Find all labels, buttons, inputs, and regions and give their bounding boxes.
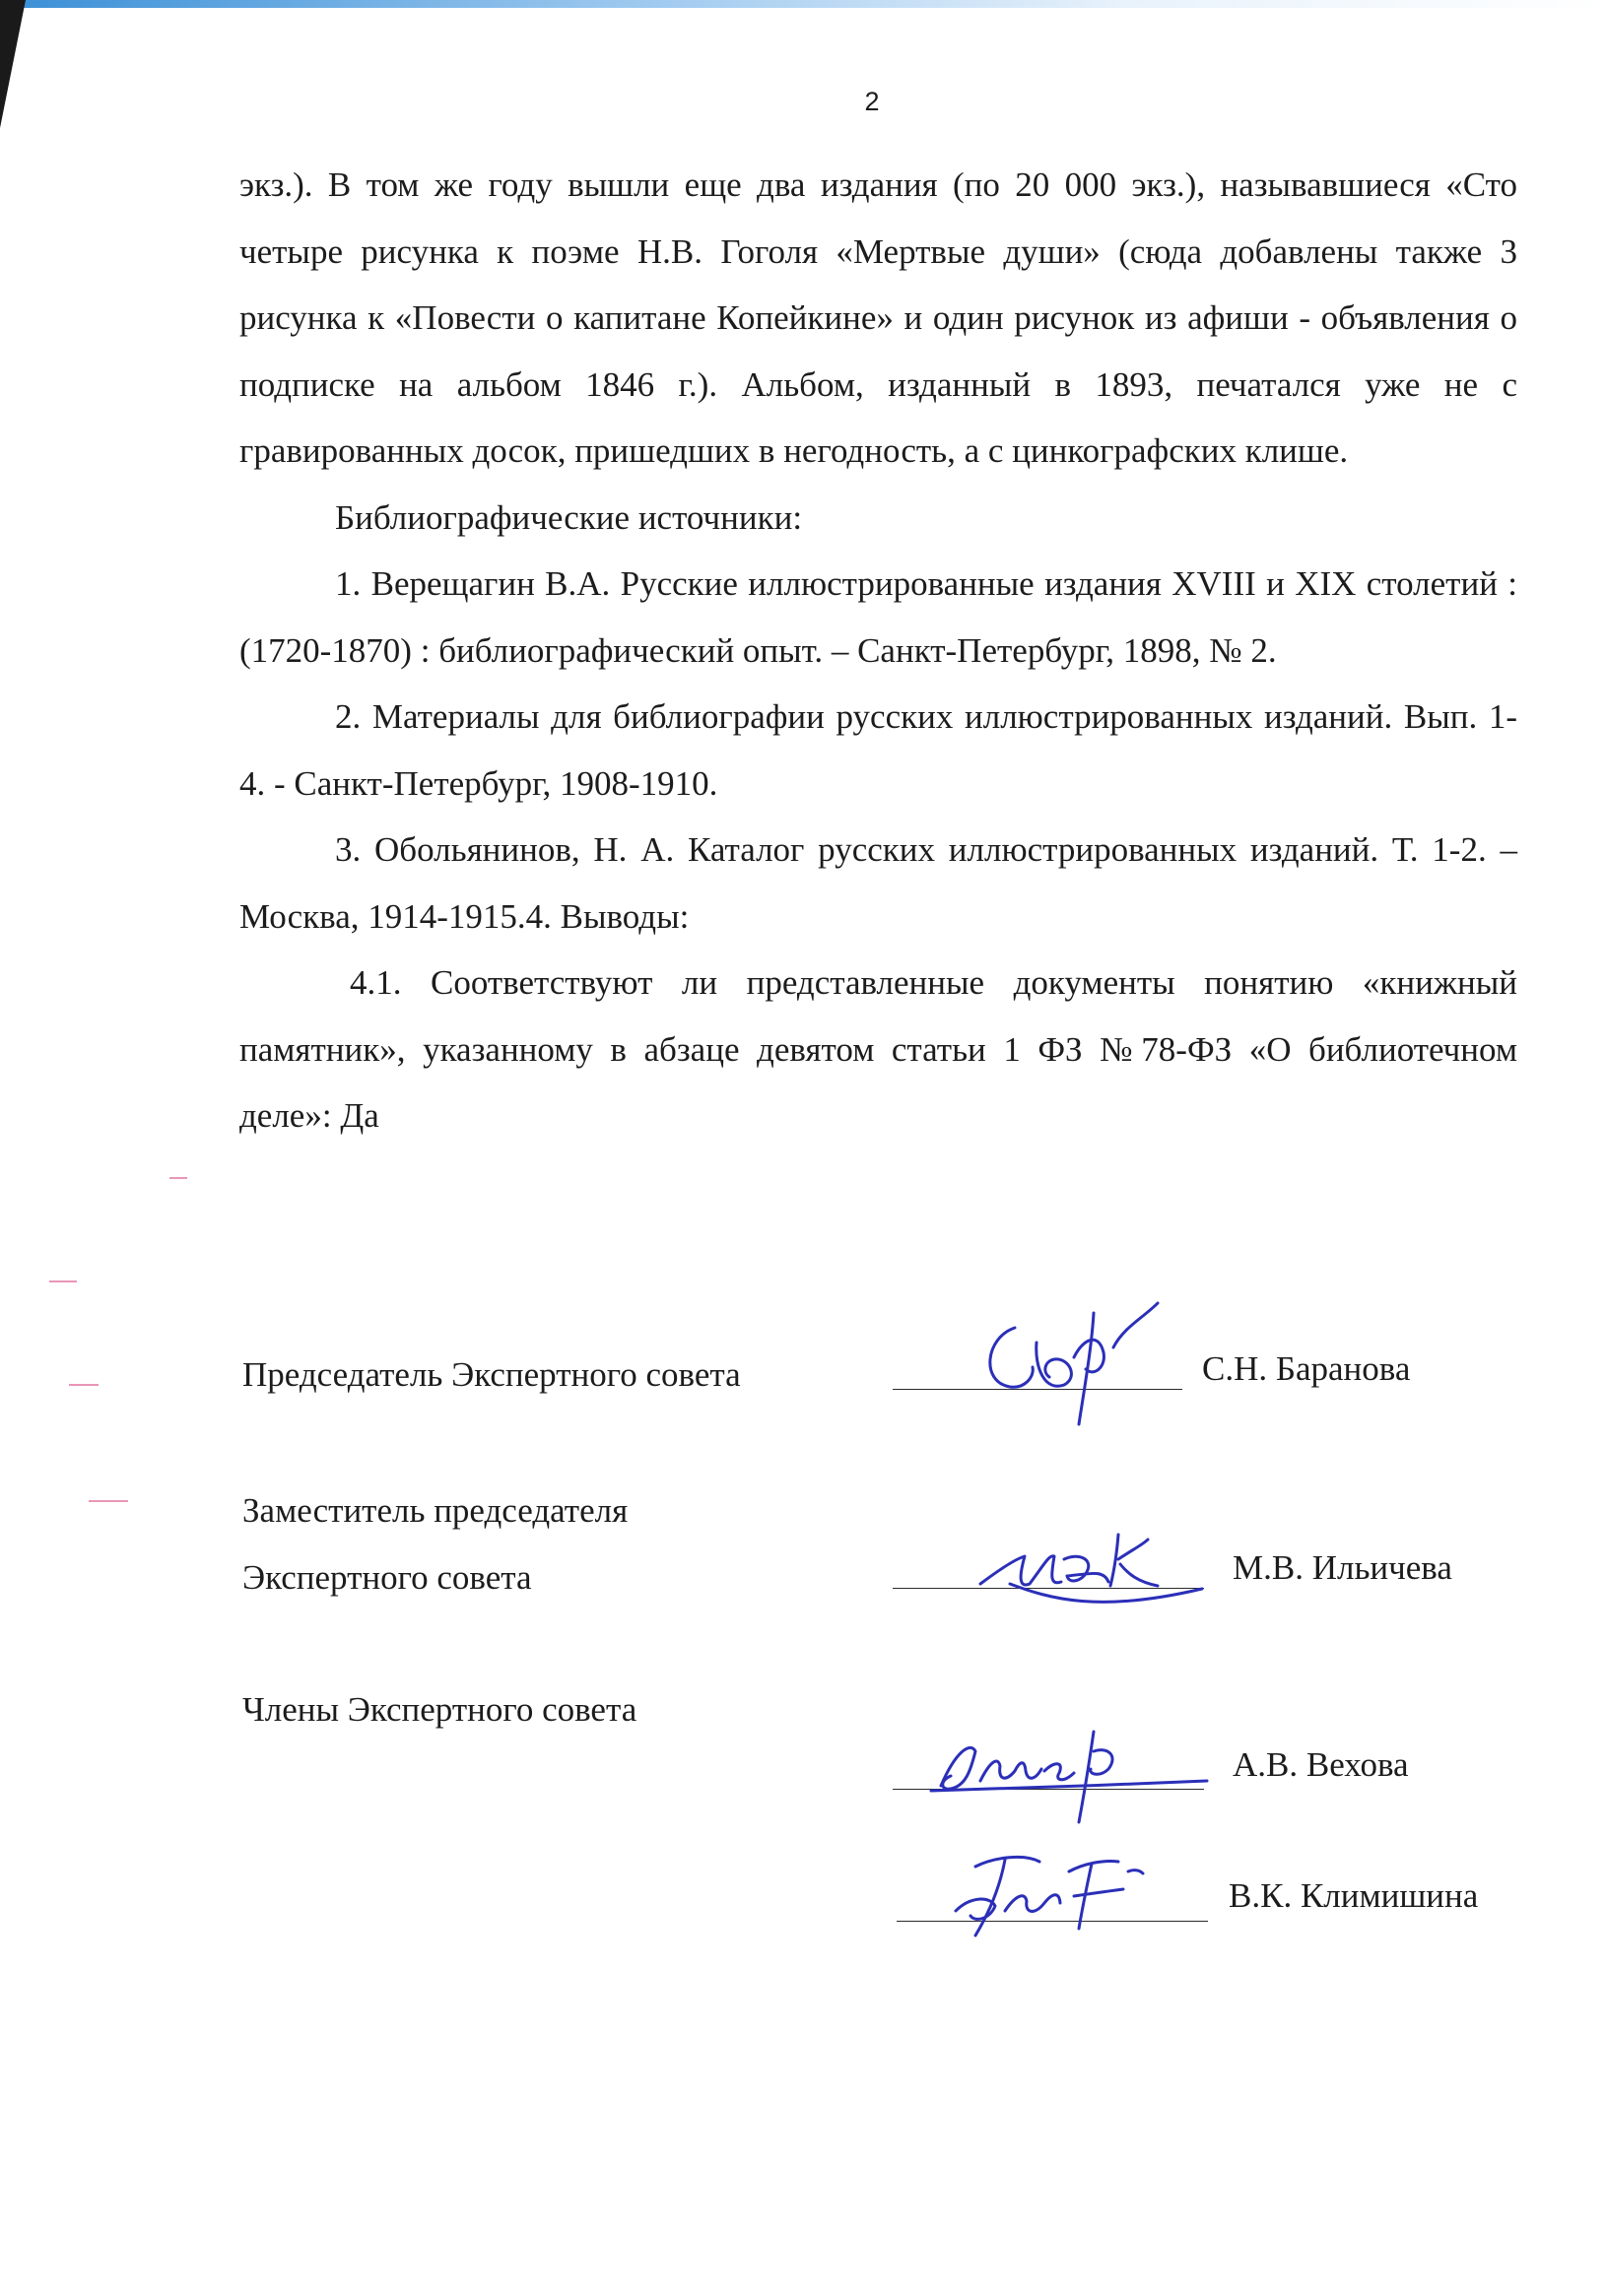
- paragraph-source-2: 2. Материалы для библиографии русских иллюстрированных изданий. Вып. 1-4. - Санкт-Петербург, 1908-1910.: [239, 697, 1517, 803]
- member2-name: В.К. Климишина: [1229, 1876, 1479, 1915]
- paragraph-source-1: 1. Верещагин В.А. Русские иллюстрированные издания XVIII и XIX столетий : (1720-1870) : библиографический опыт. – Санкт-Петербург, 1898, № 2.: [239, 564, 1517, 670]
- chair-title: Председатель Экспертного совета: [242, 1355, 741, 1394]
- page-number: 2: [864, 87, 880, 116]
- paragraph-edition-info: экз.). В том же году вышли еще два издания (по 20 000 экз.), называвшиеся «Сто четыре рисунка к поэме Н.В. Гоголя «Мертвые души» (сюда добавлены также 3 рисунка к «Повести о капитане Копейкине» и один рисунок из афиши - объявления о подписке на альбом 1846 г.). Альбом, изданный в 1893, печатался уже не с гравированных досок, пришедших в негодность, а с цинкографских клише.: [239, 165, 1517, 470]
- paragraph-sources-heading: Библиографические источники:: [335, 497, 803, 537]
- scan-edge-top: [0, 0, 1606, 8]
- chair-name: С.Н. Баранова: [1202, 1349, 1411, 1388]
- deputy-title-line2: Экспертного совета: [242, 1558, 532, 1597]
- scan-edge-left: [0, 0, 26, 128]
- member1-name: А.В. Вехова: [1233, 1745, 1409, 1784]
- paragraph-source-3: 3. Обольянинов, Н. А. Каталог русских иллюстрированных изданий. Т. 1-2. – Москва, 1914-1915.4. Выводы:: [239, 830, 1517, 936]
- scan-mark: [89, 1500, 128, 1502]
- scan-mark: [49, 1280, 77, 1282]
- members-title: Члены Экспертного совета: [242, 1690, 637, 1729]
- deputy-title-line1: Заместитель председателя: [242, 1491, 629, 1530]
- scan-mark: [69, 1384, 99, 1386]
- scan-mark: [169, 1177, 187, 1179]
- paragraph-conclusion: 4.1. Соответствуют ли представленные документы понятию «книжный памятник», указанному в абзаце девятом статьи 1 ФЗ №78-ФЗ «О библиотечном деле»: Да: [239, 963, 1517, 1135]
- deputy-name: М.В. Ильичева: [1233, 1548, 1452, 1587]
- document-body: [239, 152, 1517, 1149]
